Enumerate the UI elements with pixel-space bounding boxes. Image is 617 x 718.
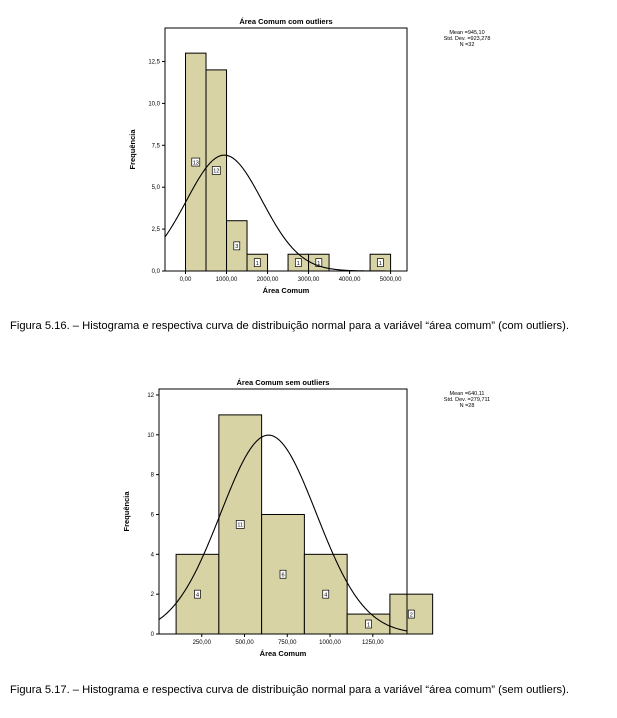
histogram-com-outliers xyxy=(0,0,617,320)
chart-title: Área Comum sem outliers xyxy=(236,378,330,387)
x-axis-label: Área Comum xyxy=(259,649,307,658)
x-tick-label-0: 250,00 xyxy=(192,640,211,646)
y-tick-label-4: 8 xyxy=(150,472,154,479)
count-label-0: 4 xyxy=(195,592,200,599)
count-label-6: 1 xyxy=(378,260,382,267)
x-tick-label-0: 0,00 xyxy=(179,277,192,283)
y-tick-label-5: 12,5 xyxy=(148,59,160,66)
y-axis-label: Frequência xyxy=(122,491,131,532)
x-tick-label-2: 2000,00 xyxy=(256,277,279,283)
stats-std-dev: Std. Dev. =923,278 xyxy=(443,36,491,42)
stats-std-dev: Std. Dev. =279,711 xyxy=(443,397,491,403)
stats-mean: Mean =945,10 xyxy=(449,30,485,36)
x-tick-label-5: 5000,00 xyxy=(379,277,402,283)
count-label-4: 1 xyxy=(296,260,300,267)
count-label-2: 6 xyxy=(281,572,285,579)
count-label-0: 13 xyxy=(192,160,199,167)
count-label-5: 1 xyxy=(317,260,321,267)
y-tick-label-3: 7,5 xyxy=(151,143,160,150)
count-label-4: 1 xyxy=(366,622,371,629)
y-tick-label-6: 12 xyxy=(147,392,154,399)
y-tick-label-3: 6 xyxy=(150,512,154,519)
x-tick-label-2: 750,00 xyxy=(278,640,297,646)
figure-caption: Figura 5.16. – Histograma e respectiva curva de distribuição normal para a variável “área comum” (com outliers). xyxy=(10,320,569,332)
figure-caption: Figura 5.17. – Histograma e respectiva curva de distribuição normal para a variável “área comum” (sem outliers). xyxy=(10,684,569,696)
count-label-1: 12 xyxy=(213,168,220,175)
count-label-3: 1 xyxy=(255,260,259,267)
count-label-2: 3 xyxy=(235,244,239,251)
y-tick-label-0: 0,0 xyxy=(151,269,160,275)
x-tick-label-4: 1250,00 xyxy=(361,640,384,646)
stats-n: N =28 xyxy=(459,403,475,409)
x-axis-label: Área Comum xyxy=(262,286,310,295)
y-tick-label-5: 10 xyxy=(147,432,154,439)
x-tick-label-1: 1000,00 xyxy=(215,277,238,283)
x-tick-label-4: 4000,00 xyxy=(338,277,361,283)
x-tick-label-1: 500,00 xyxy=(235,640,254,646)
y-tick-label-1: 2 xyxy=(150,592,154,599)
stats-mean: Mean =640,11 xyxy=(449,391,485,397)
y-axis-label: Frequência xyxy=(128,129,137,170)
figure-5-17 xyxy=(0,370,617,718)
chart-title: Área Comum com outliers xyxy=(239,17,333,26)
stats-n: N =32 xyxy=(459,42,475,48)
count-label-5: 2 xyxy=(409,612,413,619)
histogram-sem-outliers xyxy=(0,370,617,680)
x-tick-label-3: 1000,00 xyxy=(319,640,341,646)
figure-5-16 xyxy=(0,0,617,345)
y-tick-label-4: 10,0 xyxy=(148,101,160,108)
x-tick-label-3: 3000,00 xyxy=(297,277,320,283)
count-label-1: 11 xyxy=(237,522,244,529)
y-tick-label-1: 2,5 xyxy=(151,227,160,234)
y-tick-label-2: 4 xyxy=(150,552,154,559)
y-tick-label-0: 0 xyxy=(150,632,154,638)
y-tick-label-2: 5,0 xyxy=(151,185,160,192)
count-label-3: 4 xyxy=(324,592,328,599)
